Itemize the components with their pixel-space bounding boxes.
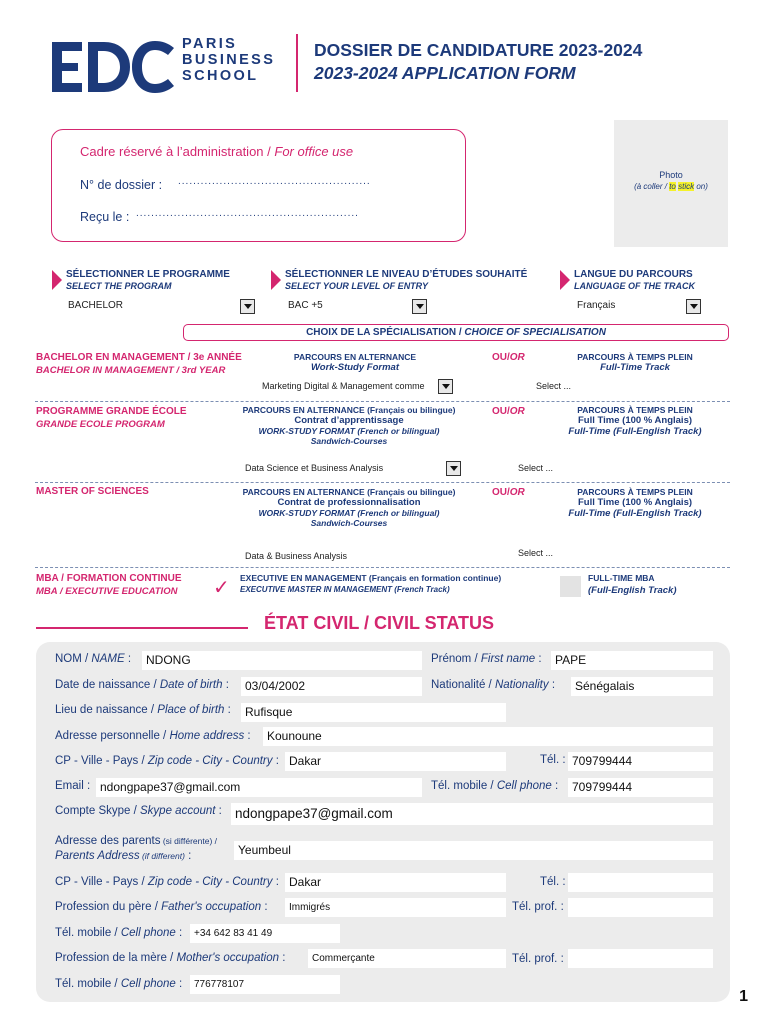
bachelor-alt-block: PARCOURS EN ALTERNANCE Work-Study Format — [293, 352, 417, 373]
pge-alt-select[interactable]: Data Science et Business Analysis — [245, 463, 384, 473]
language-dropdown-icon[interactable] — [686, 299, 701, 314]
arrow-right-icon — [271, 270, 281, 290]
office-use-box — [51, 129, 466, 242]
msc-name: MASTER OF SCIENCES — [36, 486, 149, 497]
mba-name-en: MBA / EXECUTIVE EDUCATION — [36, 586, 178, 597]
or-label: OU/OR — [492, 352, 525, 363]
msc-alt-select[interactable]: Data & Business Analysis — [245, 551, 348, 561]
parents-tel-label: Tél. : — [540, 876, 566, 888]
parents-address-field[interactable]: Yeumbeul — [234, 841, 713, 860]
nom-label: NOM / NAME : — [55, 653, 132, 665]
select-level-subtitle: SELECT YOUR LEVEL OF ENTRY — [285, 281, 429, 291]
bachelor-full-block: PARCOURS À TEMPS PLEIN Full-Time Track — [577, 352, 693, 373]
mother-telprof-label: Tél. prof. : — [512, 953, 564, 965]
address-field[interactable]: Kounoune — [263, 727, 713, 746]
dossier-number-label: N° de dossier : — [80, 178, 163, 192]
pge-alt-block: PARCOURS EN ALTERNANCE (Français ou bilingue) Contrat d’apprentissage WORK-STUDY FORMAT (French or bilingual) Sandwich-Courses — [242, 405, 456, 446]
bachelor-alt-select[interactable]: Marketing Digital & Management comme — [262, 381, 425, 391]
or-label: OU/OR — [492, 487, 525, 498]
specialisation-header: CHOIX DE LA SPÉCIALISATION / CHOICE OF SPECIALISATION — [183, 324, 729, 341]
tel-label: Tél. : — [540, 754, 566, 766]
select-program-title: SÉLECTIONNER LE PROGRAMME — [66, 269, 230, 280]
pge-alt-dropdown-icon[interactable] — [446, 461, 461, 476]
level-dropdown-icon[interactable] — [412, 299, 427, 314]
mba-full-block: FULL-TIME MBA (Full-English Track) — [588, 573, 677, 596]
parents-cp-label: CP - Ville - Pays / Zip code - City - Country : — [55, 876, 279, 888]
bachelor-full-select[interactable]: Select ... — [536, 381, 572, 391]
msc-full-select[interactable]: Select ... — [518, 548, 554, 558]
photo-label: Photo — [659, 170, 683, 180]
office-title: Cadre réservé à l’administration / For office use — [80, 144, 354, 159]
father-occupation-label: Profession du père / Father's occupation : — [55, 901, 268, 913]
pge-name-en: GRANDE ECOLE PROGRAM — [36, 419, 165, 430]
mother-mobile-field[interactable]: 776778107 — [190, 975, 340, 994]
parents-address-label-en: Parents Address (if different) : — [55, 850, 192, 862]
divider — [35, 482, 730, 483]
mother-mobile-label: Tél. mobile / Cell phone : — [55, 978, 183, 990]
edc-logo — [52, 38, 176, 96]
nationality-field[interactable]: Sénégalais — [571, 677, 713, 696]
bachelor-name-fr: BACHELOR EN MANAGEMENT / 3e ANNÉE — [36, 352, 242, 363]
mother-occupation-field[interactable]: Commerçante — [308, 949, 506, 968]
divider — [35, 401, 730, 402]
title-fr: DOSSIER DE CANDIDATURE 2023-2024 — [314, 40, 643, 60]
language-select-value[interactable]: Français — [577, 300, 616, 311]
title-en: 2023-2024 APPLICATION FORM — [314, 63, 576, 83]
or-label: OU/OR — [492, 406, 525, 417]
pob-field[interactable]: Rufisque — [241, 703, 506, 722]
email-field[interactable]: ndongpape37@gmail.com — [96, 778, 422, 797]
tel-field[interactable]: 709799444 — [568, 752, 713, 771]
program-select-value[interactable]: BACHELOR — [68, 300, 124, 311]
father-occupation-field[interactable]: Immigrés — [285, 898, 506, 917]
arrow-right-icon — [560, 270, 570, 290]
mba-name-fr: MBA / FORMATION CONTINUE — [36, 573, 182, 584]
mba-exec-block: EXECUTIVE EN MANAGEMENT (Français en formation continue) EXECUTIVE MASTER IN MANAGEMENT (French Track) — [240, 573, 502, 594]
select-language-title: LANGUE DU PARCOURS — [574, 269, 693, 280]
parents-tel-field[interactable] — [568, 873, 713, 892]
msc-full-block: PARCOURS À TEMPS PLEIN Full Time (100 % Anglais) Full-Time (Full-English Track) — [568, 487, 702, 519]
checkmark-icon[interactable]: ✓ — [213, 575, 230, 599]
fulltime-mba-checkbox[interactable] — [560, 576, 581, 597]
dossier-dots: ................................................... — [178, 176, 371, 187]
dob-label: Date de naissance / Date of birth : — [55, 679, 229, 691]
father-telprof-label: Tél. prof. : — [512, 901, 564, 913]
select-program-subtitle: SELECT THE PROGRAM — [66, 281, 172, 291]
nationality-label: Nationalité / Nationality : — [431, 679, 556, 691]
skype-field[interactable]: ndongpape37@gmail.com — [231, 803, 713, 825]
father-mobile-field[interactable]: +34 642 83 41 49 — [190, 924, 340, 943]
dob-field[interactable]: 03/04/2002 — [241, 677, 422, 696]
mother-occupation-label: Profession de la mère / Mother's occupation : — [55, 952, 286, 964]
cp-field[interactable]: Dakar — [285, 752, 506, 771]
bachelor-name-en: BACHELOR IN MANAGEMENT / 3rd YEAR — [36, 365, 226, 376]
father-mobile-label: Tél. mobile / Cell phone : — [55, 927, 183, 939]
pge-full-block: PARCOURS À TEMPS PLEIN Full Time (100 % Anglais) Full-Time (Full-English Track) — [568, 405, 702, 437]
parents-address-label: Adresse des parents (si différente) / — [55, 835, 218, 847]
skype-label: Compte Skype / Skype account : — [55, 805, 222, 817]
bachelor-alt-dropdown-icon[interactable] — [438, 379, 453, 394]
mobile-label: Tél. mobile / Cell phone : — [431, 780, 559, 792]
parents-cp-field[interactable]: Dakar — [285, 873, 506, 892]
header-divider — [296, 34, 298, 92]
msc-alt-block: PARCOURS EN ALTERNANCE (Français ou bilingue) Contrat de professionnalisation WORK-STUDY FORMAT (French or bilingual) Sandwich-Courses — [242, 487, 456, 528]
photo-hint: (à coller / to stick on) — [634, 182, 708, 191]
received-label: Reçu le : — [80, 210, 130, 224]
mobile-field[interactable]: 709799444 — [568, 778, 713, 797]
divider — [35, 567, 730, 568]
program-dropdown-icon[interactable] — [240, 299, 255, 314]
mother-telprof-field[interactable] — [568, 949, 713, 968]
page-number: 1 — [739, 988, 748, 1005]
received-dots: ........................................................... — [136, 208, 359, 219]
prenom-label: Prénom / First name : — [431, 653, 542, 665]
address-label: Adresse personnelle / Home address : — [55, 730, 251, 742]
pge-full-select[interactable]: Select ... — [518, 463, 554, 473]
pge-name-fr: PROGRAMME GRANDE ÉCOLE — [36, 406, 187, 417]
cp-label: CP - Ville - Pays / Zip code - City - Country : — [55, 755, 279, 767]
email-label: Email : — [55, 780, 91, 792]
prenom-field[interactable]: PAPE — [551, 651, 713, 670]
civil-status-panel — [36, 642, 730, 1002]
photo-box[interactable] — [614, 120, 728, 247]
civil-status-title: ÉTAT CIVIL / CIVIL STATUS — [264, 613, 495, 633]
logo-wordmark: PARIS BUSINESS SCHOOL — [182, 36, 276, 84]
nom-field[interactable]: NDONG — [142, 651, 422, 670]
father-telprof-field[interactable] — [568, 898, 713, 917]
level-select-value[interactable]: BAC +5 — [288, 300, 323, 311]
select-language-subtitle: LANGUAGE OF THE TRACK — [574, 281, 695, 291]
arrow-right-icon — [52, 270, 62, 290]
pob-label: Lieu de naissance / Place of birth : — [55, 704, 231, 716]
section-rule — [36, 627, 248, 629]
select-level-title: SÉLECTIONNER LE NIVEAU D’ÉTUDES SOUHAITÉ — [285, 269, 528, 280]
